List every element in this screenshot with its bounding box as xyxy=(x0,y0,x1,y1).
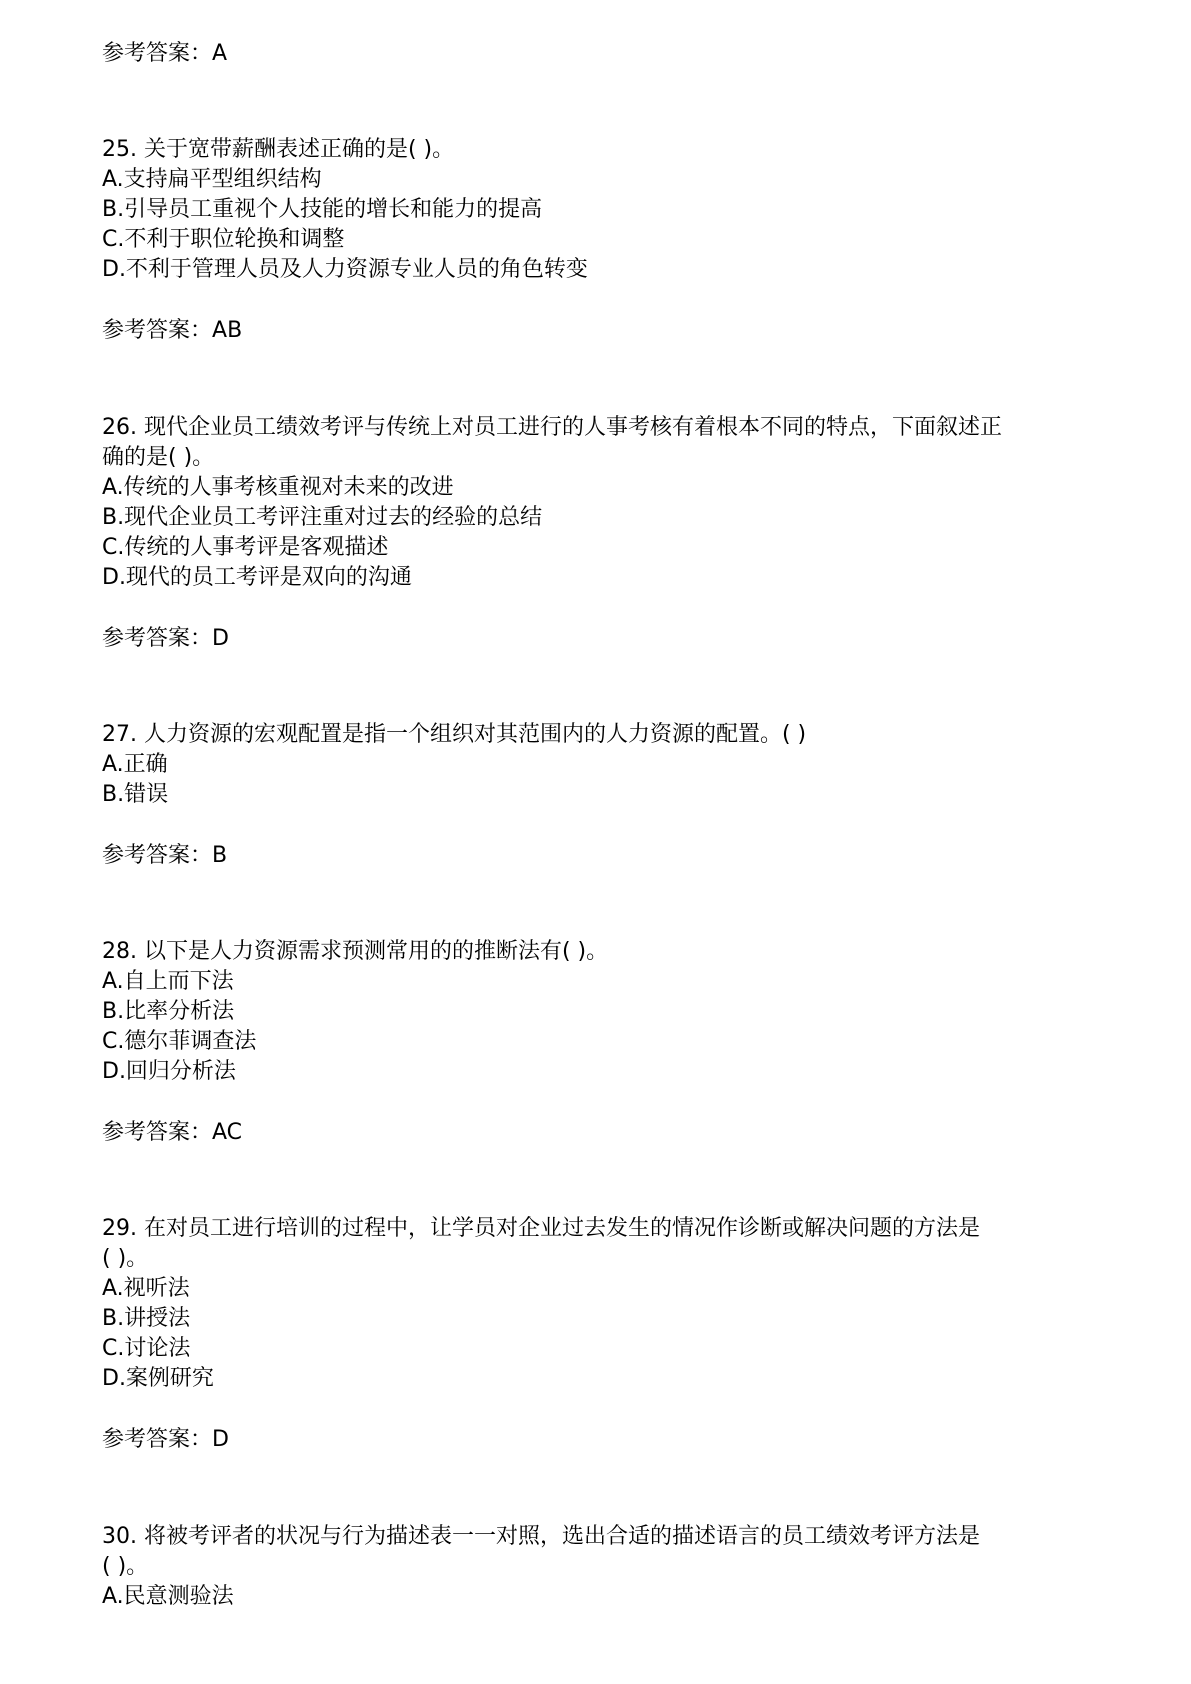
option-d: D.不利于管理人员及人力资源专业人员的角色转变 xyxy=(102,257,588,282)
answer-line xyxy=(102,625,1112,653)
answer-label: 参考答案： xyxy=(102,626,213,651)
answer-line xyxy=(102,1119,1112,1147)
answer-value: AC xyxy=(212,1120,243,1145)
option-a: A.视听法 xyxy=(102,1276,190,1301)
option-b: B.错误 xyxy=(102,782,169,807)
option-a: A.民意测验法 xyxy=(102,1584,234,1609)
question-stem-continued: ( )。 xyxy=(102,1246,149,1271)
question-stem-continued: 确的是( )。 xyxy=(102,445,215,470)
answer-line xyxy=(102,317,1112,345)
answer-value: AB xyxy=(212,318,243,343)
answer-value: D xyxy=(212,626,229,651)
option-c: C.传统的人事考评是客观描述 xyxy=(102,535,389,560)
answer-label: 参考答案： xyxy=(102,1120,213,1145)
answer-line xyxy=(102,842,1112,870)
answer-line xyxy=(102,40,1112,68)
question-stem: 29. 在对员工进行培训的过程中，让学员对企业过去发生的情况作诊断或解决问题的方法是 xyxy=(102,1216,980,1241)
option-a: A.传统的人事考核重视对未来的改进 xyxy=(102,475,454,500)
answer-label: 参考答案： xyxy=(102,1427,213,1452)
answer-value: A xyxy=(212,41,228,66)
question-stem: 25. 关于宽带薪酬表述正确的是( )。 xyxy=(102,137,455,162)
answer-line xyxy=(102,1426,1112,1454)
option-d: D.案例研究 xyxy=(102,1366,214,1391)
option-b: B.比率分析法 xyxy=(102,999,235,1024)
answer-label: 参考答案： xyxy=(102,318,213,343)
option-c: C.德尔菲调查法 xyxy=(102,1029,257,1054)
answer-value: B xyxy=(212,843,228,868)
question-stem: 27. 人力资源的宏观配置是指一个组织对其范围内的人力资源的配置。( ) xyxy=(102,722,807,747)
answer-value: D xyxy=(212,1427,229,1452)
answer-label: 参考答案： xyxy=(102,41,213,66)
option-d: D.回归分析法 xyxy=(102,1059,236,1084)
answer-label: 参考答案： xyxy=(102,843,213,868)
option-a: A.正确 xyxy=(102,752,168,777)
option-a: A.自上而下法 xyxy=(102,969,234,994)
option-b: B.引导员工重视个人技能的增长和能力的提高 xyxy=(102,197,543,222)
question-stem: 30. 将被考评者的状况与行为描述表一一对照，选出合适的描述语言的员工绩效考评方法是 xyxy=(102,1524,980,1549)
question-stem: 28. 以下是人力资源需求预测常用的的推断法有( )。 xyxy=(102,939,609,964)
option-c: C.讨论法 xyxy=(102,1336,191,1361)
option-a: A.支持扁平型组织结构 xyxy=(102,167,322,192)
option-c: C.不利于职位轮换和调整 xyxy=(102,227,345,252)
option-d: D.现代的员工考评是双向的沟通 xyxy=(102,565,412,590)
option-b: B.现代企业员工考评注重对过去的经验的总结 xyxy=(102,505,543,530)
question-stem: 26. 现代企业员工绩效考评与传统上对员工进行的人事考核有着根本不同的特点，下面叙述正 xyxy=(102,415,1002,440)
option-b: B.讲授法 xyxy=(102,1306,191,1331)
question-stem-continued: ( )。 xyxy=(102,1554,149,1579)
